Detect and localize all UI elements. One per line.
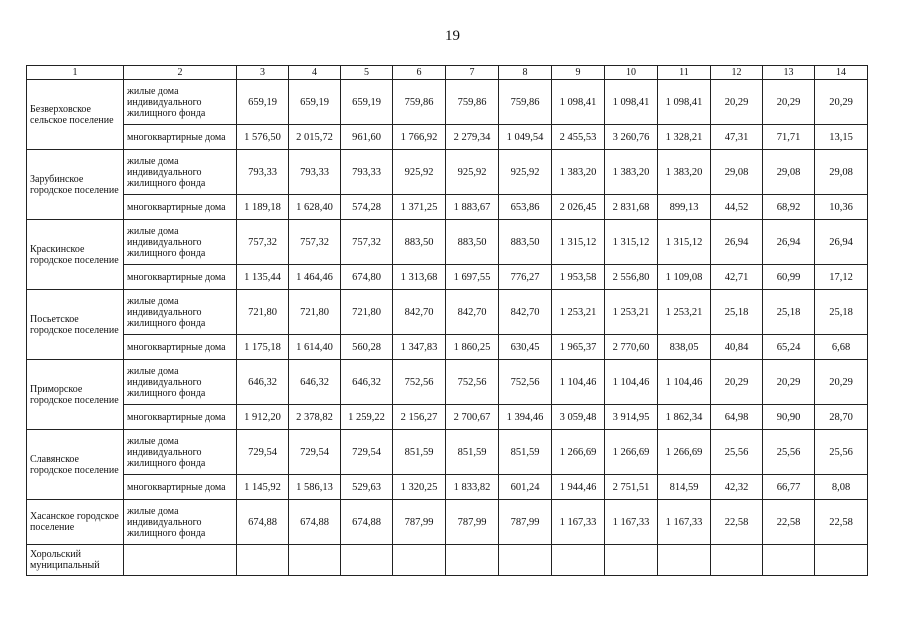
value-cell: 2 015,72 <box>289 125 341 150</box>
value-cell: 630,45 <box>499 335 552 360</box>
value-cell: 1 109,08 <box>658 265 711 290</box>
value-cell: 1 697,55 <box>446 265 499 290</box>
housing-type: жилые дома индивидуального жилищного фонда <box>124 430 237 475</box>
housing-type: многоквартирные дома <box>124 195 237 220</box>
value-cell: 1 098,41 <box>552 80 605 125</box>
value-cell: 721,80 <box>341 290 393 335</box>
value-cell: 20,29 <box>711 80 763 125</box>
value-cell: 42,32 <box>711 475 763 500</box>
housing-type: многоквартирные дома <box>124 405 237 430</box>
value-cell: 851,59 <box>393 430 446 475</box>
value-cell: 1 253,21 <box>658 290 711 335</box>
value-cell: 759,86 <box>446 80 499 125</box>
value-cell: 25,56 <box>711 430 763 475</box>
table-row <box>27 80 868 125</box>
housing-type: жилые дома индивидуального жилищного фонда <box>124 500 237 545</box>
value-cell: 26,94 <box>763 220 815 265</box>
value-cell: 925,92 <box>446 150 499 195</box>
value-cell: 20,29 <box>763 80 815 125</box>
value-cell: 529,63 <box>341 475 393 500</box>
value-cell: 729,54 <box>289 430 341 475</box>
table-row <box>27 405 868 430</box>
column-number-row <box>27 66 868 80</box>
value-cell: 71,71 <box>763 125 815 150</box>
value-cell: 2 455,53 <box>552 125 605 150</box>
housing-type: жилые дома индивидуального жилищного фонда <box>124 150 237 195</box>
value-cell: 2 026,45 <box>552 195 605 220</box>
value-cell: 3 914,95 <box>605 405 658 430</box>
value-cell: 1 145,92 <box>237 475 289 500</box>
value-cell: 1 383,20 <box>605 150 658 195</box>
value-cell: 674,88 <box>341 500 393 545</box>
value-cell: 44,52 <box>711 195 763 220</box>
value-cell: 838,05 <box>658 335 711 360</box>
value-cell: 814,59 <box>658 475 711 500</box>
value-cell: 90,90 <box>763 405 815 430</box>
settlement-name: Славянское городское поселение <box>27 430 124 500</box>
value-cell: 1 135,44 <box>237 265 289 290</box>
value-cell: 25,18 <box>815 290 868 335</box>
value-cell: 793,33 <box>289 150 341 195</box>
value-cell: 47,31 <box>711 125 763 150</box>
value-cell: 2 378,82 <box>289 405 341 430</box>
settlement-name: Приморское городское поселение <box>27 360 124 430</box>
value-cell: 653,86 <box>499 195 552 220</box>
value-cell: 68,92 <box>763 195 815 220</box>
value-cell <box>393 545 446 576</box>
housing-type: жилые дома индивидуального жилищного фонда <box>124 220 237 265</box>
value-cell: 646,32 <box>289 360 341 405</box>
value-cell: 20,29 <box>711 360 763 405</box>
value-cell: 646,32 <box>237 360 289 405</box>
value-cell: 1 912,20 <box>237 405 289 430</box>
table-row <box>27 290 868 335</box>
value-cell: 757,32 <box>341 220 393 265</box>
value-cell: 40,84 <box>711 335 763 360</box>
value-cell: 10,36 <box>815 195 868 220</box>
value-cell: 26,94 <box>711 220 763 265</box>
value-cell: 2 279,34 <box>446 125 499 150</box>
value-cell: 8,08 <box>815 475 868 500</box>
value-cell: 674,88 <box>289 500 341 545</box>
column-number: 14 <box>815 66 868 80</box>
value-cell: 1 320,25 <box>393 475 446 500</box>
value-cell: 1 167,33 <box>658 500 711 545</box>
value-cell: 3 059,48 <box>552 405 605 430</box>
value-cell: 674,88 <box>237 500 289 545</box>
value-cell <box>341 545 393 576</box>
value-cell <box>815 545 868 576</box>
value-cell: 60,99 <box>763 265 815 290</box>
tariff-table <box>26 65 868 576</box>
value-cell: 721,80 <box>237 290 289 335</box>
value-cell: 674,80 <box>341 265 393 290</box>
column-number: 1 <box>27 66 124 80</box>
value-cell: 1 371,25 <box>393 195 446 220</box>
value-cell: 22,58 <box>711 500 763 545</box>
column-number: 7 <box>446 66 499 80</box>
column-number: 10 <box>605 66 658 80</box>
value-cell: 925,92 <box>393 150 446 195</box>
column-number: 8 <box>499 66 552 80</box>
table-row <box>27 475 868 500</box>
value-cell: 2 700,67 <box>446 405 499 430</box>
value-cell: 1 104,46 <box>605 360 658 405</box>
value-cell: 29,08 <box>815 150 868 195</box>
value-cell: 13,15 <box>815 125 868 150</box>
value-cell <box>289 545 341 576</box>
table-row <box>27 500 868 545</box>
column-number: 12 <box>711 66 763 80</box>
table-row <box>27 335 868 360</box>
value-cell: 925,92 <box>499 150 552 195</box>
value-cell: 1 175,18 <box>237 335 289 360</box>
value-cell: 659,19 <box>289 80 341 125</box>
value-cell: 1 098,41 <box>658 80 711 125</box>
value-cell: 752,56 <box>499 360 552 405</box>
value-cell: 757,32 <box>289 220 341 265</box>
value-cell: 1 464,46 <box>289 265 341 290</box>
value-cell: 1 833,82 <box>446 475 499 500</box>
housing-type: многоквартирные дома <box>124 125 237 150</box>
value-cell: 787,99 <box>446 500 499 545</box>
value-cell: 1 953,58 <box>552 265 605 290</box>
value-cell <box>658 545 711 576</box>
value-cell: 1 347,83 <box>393 335 446 360</box>
column-number: 2 <box>124 66 237 80</box>
value-cell: 1 766,92 <box>393 125 446 150</box>
housing-type: многоквартирные дома <box>124 265 237 290</box>
page-number: 19 <box>445 28 460 44</box>
value-cell: 793,33 <box>237 150 289 195</box>
table-row <box>27 545 868 576</box>
value-cell: 729,54 <box>341 430 393 475</box>
value-cell: 2 156,27 <box>393 405 446 430</box>
table-row <box>27 220 868 265</box>
settlement-name: Хасанское городское поселение <box>27 500 124 545</box>
value-cell: 1 266,69 <box>658 430 711 475</box>
value-cell <box>711 545 763 576</box>
value-cell: 22,58 <box>815 500 868 545</box>
settlement-name: Посьетское городское поселение <box>27 290 124 360</box>
value-cell: 20,29 <box>815 80 868 125</box>
value-cell: 659,19 <box>237 80 289 125</box>
value-cell: 883,50 <box>446 220 499 265</box>
value-cell <box>499 545 552 576</box>
value-cell: 1 328,21 <box>658 125 711 150</box>
value-cell: 883,50 <box>393 220 446 265</box>
table-row <box>27 195 868 220</box>
settlement-name: Хорольский муниципальный <box>27 545 124 576</box>
table-row <box>27 150 868 195</box>
table-row <box>27 360 868 405</box>
value-cell: 1 614,40 <box>289 335 341 360</box>
table-row <box>27 265 868 290</box>
housing-type: многоквартирные дома <box>124 475 237 500</box>
value-cell: 1 315,12 <box>552 220 605 265</box>
table-row <box>27 430 868 475</box>
value-cell: 2 556,80 <box>605 265 658 290</box>
settlement-name: Краскинское городское поселение <box>27 220 124 290</box>
value-cell: 1 383,20 <box>552 150 605 195</box>
value-cell: 29,08 <box>763 150 815 195</box>
column-number: 5 <box>341 66 393 80</box>
value-cell: 25,56 <box>815 430 868 475</box>
value-cell: 25,18 <box>711 290 763 335</box>
value-cell <box>605 545 658 576</box>
value-cell: 851,59 <box>499 430 552 475</box>
value-cell: 1 266,69 <box>552 430 605 475</box>
column-number: 4 <box>289 66 341 80</box>
value-cell: 560,28 <box>341 335 393 360</box>
value-cell: 842,70 <box>499 290 552 335</box>
settlement-name: Зарубинское городское поселение <box>27 150 124 220</box>
value-cell: 1 098,41 <box>605 80 658 125</box>
value-cell: 851,59 <box>446 430 499 475</box>
value-cell: 29,08 <box>711 150 763 195</box>
value-cell: 42,71 <box>711 265 763 290</box>
value-cell: 1 167,33 <box>552 500 605 545</box>
value-cell: 28,70 <box>815 405 868 430</box>
value-cell: 601,24 <box>499 475 552 500</box>
value-cell: 1 315,12 <box>658 220 711 265</box>
value-cell: 20,29 <box>815 360 868 405</box>
value-cell: 1 167,33 <box>605 500 658 545</box>
value-cell: 659,19 <box>341 80 393 125</box>
value-cell: 842,70 <box>393 290 446 335</box>
value-cell: 1 189,18 <box>237 195 289 220</box>
value-cell: 26,94 <box>815 220 868 265</box>
housing-type: жилые дома индивидуального жилищного фонда <box>124 80 237 125</box>
value-cell: 2 831,68 <box>605 195 658 220</box>
value-cell: 776,27 <box>499 265 552 290</box>
value-cell: 729,54 <box>237 430 289 475</box>
value-cell: 752,56 <box>393 360 446 405</box>
value-cell: 752,56 <box>446 360 499 405</box>
value-cell: 842,70 <box>446 290 499 335</box>
value-cell: 6,68 <box>815 335 868 360</box>
column-number: 9 <box>552 66 605 80</box>
value-cell: 1 266,69 <box>605 430 658 475</box>
value-cell: 65,24 <box>763 335 815 360</box>
column-number: 6 <box>393 66 446 80</box>
value-cell: 1 862,34 <box>658 405 711 430</box>
column-number: 3 <box>237 66 289 80</box>
value-cell: 1 944,46 <box>552 475 605 500</box>
value-cell: 3 260,76 <box>605 125 658 150</box>
value-cell: 793,33 <box>341 150 393 195</box>
value-cell: 22,58 <box>763 500 815 545</box>
value-cell: 1 576,50 <box>237 125 289 150</box>
value-cell: 1 104,46 <box>552 360 605 405</box>
value-cell: 646,32 <box>341 360 393 405</box>
value-cell: 2 770,60 <box>605 335 658 360</box>
value-cell: 574,28 <box>341 195 393 220</box>
column-number: 11 <box>658 66 711 80</box>
value-cell: 64,98 <box>711 405 763 430</box>
table-row <box>27 125 868 150</box>
value-cell <box>237 545 289 576</box>
value-cell: 66,77 <box>763 475 815 500</box>
value-cell: 1 253,21 <box>552 290 605 335</box>
value-cell: 759,86 <box>499 80 552 125</box>
value-cell: 721,80 <box>289 290 341 335</box>
value-cell: 757,32 <box>237 220 289 265</box>
value-cell: 1 253,21 <box>605 290 658 335</box>
value-cell: 1 586,13 <box>289 475 341 500</box>
value-cell: 25,56 <box>763 430 815 475</box>
value-cell: 1 883,67 <box>446 195 499 220</box>
housing-type: жилые дома индивидуального жилищного фонда <box>124 290 237 335</box>
value-cell: 899,13 <box>658 195 711 220</box>
value-cell: 787,99 <box>499 500 552 545</box>
value-cell <box>446 545 499 576</box>
value-cell: 1 383,20 <box>658 150 711 195</box>
value-cell: 25,18 <box>763 290 815 335</box>
housing-type <box>124 545 237 576</box>
value-cell: 961,60 <box>341 125 393 150</box>
value-cell: 2 751,51 <box>605 475 658 500</box>
value-cell: 1 965,37 <box>552 335 605 360</box>
value-cell: 1 394,46 <box>499 405 552 430</box>
value-cell <box>552 545 605 576</box>
housing-type: многоквартирные дома <box>124 335 237 360</box>
value-cell: 787,99 <box>393 500 446 545</box>
column-number: 13 <box>763 66 815 80</box>
value-cell: 1 049,54 <box>499 125 552 150</box>
value-cell: 1 259,22 <box>341 405 393 430</box>
value-cell: 20,29 <box>763 360 815 405</box>
value-cell: 1 104,46 <box>658 360 711 405</box>
value-cell: 883,50 <box>499 220 552 265</box>
value-cell: 1 315,12 <box>605 220 658 265</box>
value-cell <box>763 545 815 576</box>
value-cell: 1 860,25 <box>446 335 499 360</box>
value-cell: 17,12 <box>815 265 868 290</box>
housing-type: жилые дома индивидуального жилищного фонда <box>124 360 237 405</box>
value-cell: 1 313,68 <box>393 265 446 290</box>
value-cell: 759,86 <box>393 80 446 125</box>
settlement-name: Безверховское сельское поселение <box>27 80 124 150</box>
value-cell: 1 628,40 <box>289 195 341 220</box>
